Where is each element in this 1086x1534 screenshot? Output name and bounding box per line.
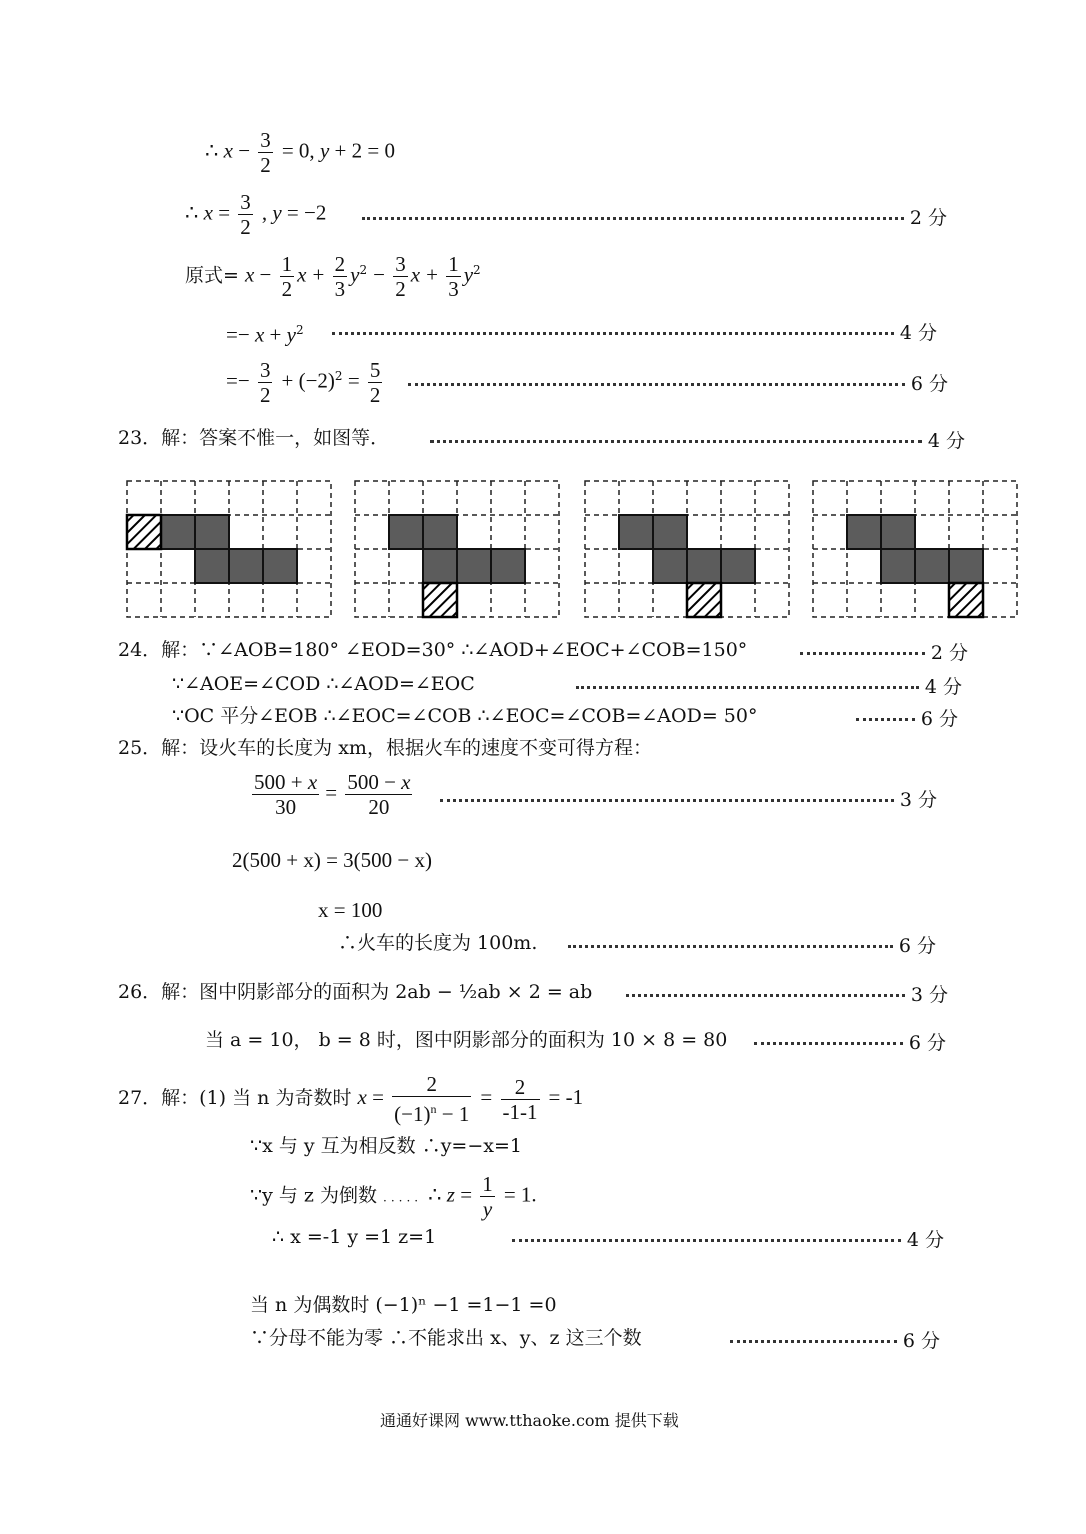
- step-line-3: 原式= x − $\frac{1}{2}$ x + $\frac{2}{3}$ $y^2$ − $\frac{3}{2}$ x + $\frac{1}{3}$ $y^2$: [185, 252, 481, 301]
- q26-score-b: 6 分: [754, 1028, 946, 1055]
- grid-figure-3: [582, 478, 794, 620]
- q25-equation-3: x = 100: [318, 898, 383, 922]
- step-line-2: ∴ x = $\frac{3}{2}$ , y = −2: [185, 190, 327, 239]
- q24-line-b: ∵∠AOE=∠COD ∴∠AOD=∠EOC: [172, 673, 475, 695]
- q25-equation-2: 2(500 + x) = 3(500 − x): [232, 848, 433, 872]
- step-line-4: =− $x + y^2$: [226, 322, 304, 347]
- q25-answer-score: 6 分: [568, 931, 936, 958]
- score-line-4: 4 分: [332, 318, 937, 345]
- step-line-5: =− $\frac{3}{2}$ + $(-2)^2$ = $\frac{5}{2}$: [226, 358, 381, 407]
- q27-score-d: 4 分: [512, 1225, 944, 1252]
- q26-line-a: 26．解：图中阴影部分的面积为 2ab − ½ab × 2 = ab: [118, 981, 593, 1003]
- footer-credit: 通通好课网 www.tthaoke.com 提供下载: [380, 1411, 679, 1430]
- q27-line-b: ∵x 与 y 互为相反数 ∴y=−x=1: [250, 1135, 522, 1157]
- q24-score-b: 4 分: [576, 672, 962, 699]
- q25-eq-score: 3 分: [440, 785, 937, 812]
- q25-answer: ∴火车的长度为 100m.: [338, 932, 538, 954]
- q26-line-b: 当 a = 10， b = 8 时，图中阴影部分的面积为 10 × 8 = 80: [205, 1029, 728, 1051]
- q24-score-a: 2 分: [800, 638, 968, 665]
- q27-line-a: 27．解：(1) 当 n 为奇数时 x = $\frac{2}{(-1)^n - 1}$ = $\frac{2}{-1-1}$ = -1: [118, 1072, 584, 1126]
- grid-figure-2: [352, 478, 564, 620]
- q25-equation: $\frac{500 + x}{30}$ = $\frac{500 - x}{20}$: [254, 770, 411, 819]
- q25-text: 25．解：设火车的长度为 xm，根据火车的速度不变可得方程：: [118, 737, 652, 759]
- q24-line-a: 24．解：∵∠AOB=180° ∠EOD=30° ∴∠AOD+∠EOC+∠COB=150°: [118, 639, 748, 661]
- q27-line-d: ∴ x =-1 y =1 z=1: [272, 1226, 437, 1248]
- step-line-1: ∴ x − $\frac{3}{2}$ = 0, y + 2 = 0: [205, 128, 395, 177]
- grid-figure-4: [810, 478, 1022, 620]
- q23-score: 4 分: [430, 426, 965, 453]
- q27-score-f: 6 分: [730, 1326, 940, 1353]
- q24-line-c: ∵OC 平分∠EOB ∴∠EOC=∠COB ∴∠EOC=∠COB=∠AOD= 50°: [172, 705, 758, 727]
- q27-line-c: ∵y 与 z 为倒数 ..... ∴ z = $\frac{1}{y}$ = 1.: [250, 1172, 537, 1221]
- score-line-5: 6 分: [408, 369, 948, 396]
- q26-score-a: 3 分: [626, 980, 948, 1007]
- q23-text: 23．解：答案不惟一，如图等．: [118, 427, 390, 449]
- grid-figure-1: [124, 478, 336, 620]
- original-expression-label: 原式=: [185, 264, 239, 287]
- q24-score-c: 6 分: [856, 704, 958, 731]
- q27-line-e: 当 n 为偶数时 (−1)ⁿ −1 =1−1 =0: [250, 1294, 557, 1316]
- score-line-2: 2 分: [362, 203, 947, 230]
- q27-line-f: ∵分母不能为零 ∴不能求出 x、y、z 这三个数: [250, 1327, 642, 1349]
